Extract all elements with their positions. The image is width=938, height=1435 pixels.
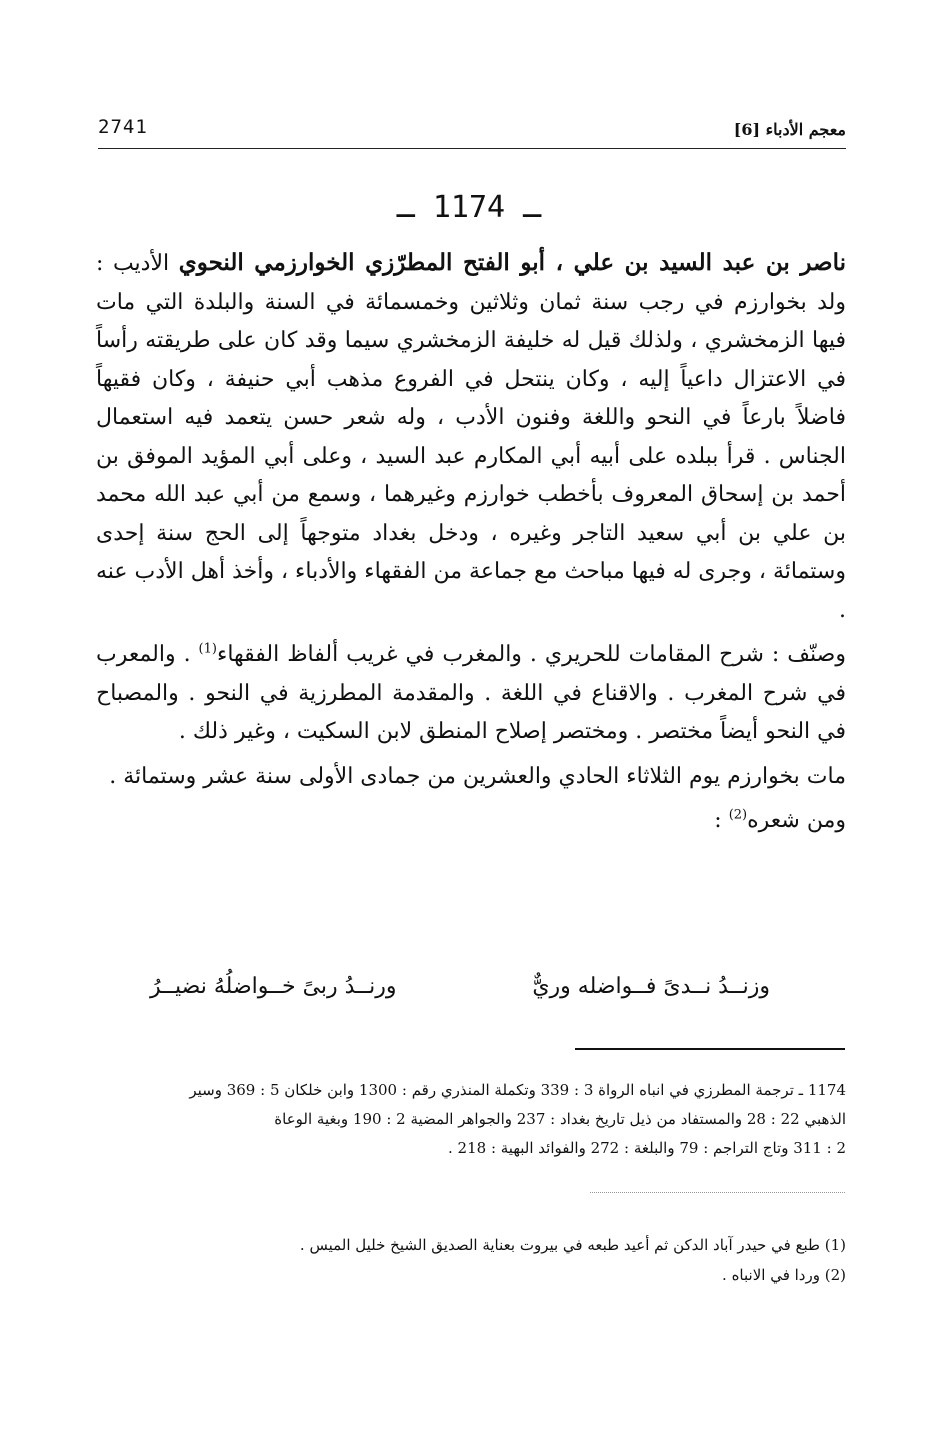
footnote-ref-1[interactable]: (1) (198, 641, 217, 657)
biography-paragraph (96, 244, 846, 630)
footnotes (96, 1230, 846, 1290)
sources-line-1: 1174 ـ ترجمة المطرزي في انباه الرواة 3 : 339 وتكملة المنذري رقم : 1300 وابن خلكان 5 : 369 وسير (189, 1081, 846, 1099)
sources-line-3: 2 : 311 وتاج التراجم : 79 والبلغة : 272 والفوائد البهية : 218 . (447, 1139, 846, 1157)
footnote-ref-2[interactable]: (2) (728, 807, 748, 823)
subject-name: ناصر بن عبد السيد بن علي ، أبو الفتح المطرّزي الخوارزمي النحوي (178, 249, 846, 276)
book-title: معجم الأدباء [6] (733, 120, 846, 139)
verse-second-hemistich: ورنــدُ ربىً خــواضلُهُ نضيــرُ (150, 974, 397, 999)
biography-text: الأديب : ولد بخوارزم في رجب سنة ثمان وثلاثين وخمسمائة في السنة والبلدة التي مات فيها الزمخشري ، ولذلك قيل له خليفة الزمخشري سيما وقد كان على طريقته رأساً في الاعتزال داعياً إليه ، وكان ينتحل في الفروع مذهب أبي حنيفة ، وكان فقيهاً فاضلاً بارعاً في النحو واللغة وفنون الأدب ، وله شعر حسن يتعمد فيه استعمال الجناس . قرأ ببلده على أبيه أبي المكارم عبد السيد ، وعلى أبي المؤيد الموفق بن أحمد بن إسحاق المعروف بأخطب خوارزم وغيرهما ، وسمع من أبي عبد الله محمد بن علي بن أبي سعيد التاجر وغيره ، ودخل بغداد متوجهاً إلى الحج سنة إحدى وستمائة ، وجرى له فيها مباحث مع جماعة من الفقهاء والأدباء ، وأخذ أهل الأدب عنه . (95, 251, 846, 623)
works-text-end: . والمعرب في شرح المغرب . والاقناع في اللغة . والمقدمة المطرزية في النحو . والمصباح في النحو أيضاً مختصر . ومختصر إصلاح المنطق لابن السكيت ، وغير ذلك . (96, 642, 846, 744)
poem-intro-colon: : (714, 808, 729, 833)
death-paragraph: مات بخوارزم يوم الثلاثاء الحادي والعشرين من جمادى الأولى سنة عشر وستمائة . (109, 763, 846, 789)
works-text-start: وصنّف : شرح المقامات للحريري . والمغرب في غريب ألفاظ الفقهاء (216, 642, 846, 667)
footnote-1: (1) طبع في حيدر آباد الدكن ثم أعيد طبعه في بيروت بعناية الصديق الشيخ خليل الميس . (299, 1236, 846, 1254)
poem-verse (150, 974, 770, 999)
poem-intro-text: ومن شعره (747, 808, 846, 833)
page-number: 2741 (98, 116, 148, 138)
poem-intro (96, 802, 846, 841)
sources-divider (575, 1048, 845, 1050)
works-paragraph (96, 636, 846, 752)
running-header (98, 112, 846, 152)
header-divider (98, 148, 846, 149)
entry-body (96, 244, 846, 847)
footnotes-divider (590, 1192, 845, 1193)
sources-line-2: الذهبي 22 : 28 والمستفاد من ذيل تاريخ بغداد : 237 والجواهر المضية 2 : 190 وبغية الوعاة (274, 1110, 846, 1128)
verse-first-hemistich: وزنــدُ نــدىً فــواضله وريٌّ (532, 974, 770, 999)
footnote-2: (2) وردا في الانباه . (722, 1266, 846, 1284)
sources-note (96, 1076, 846, 1163)
entry-number: ـ 1174 ـ (396, 190, 542, 225)
